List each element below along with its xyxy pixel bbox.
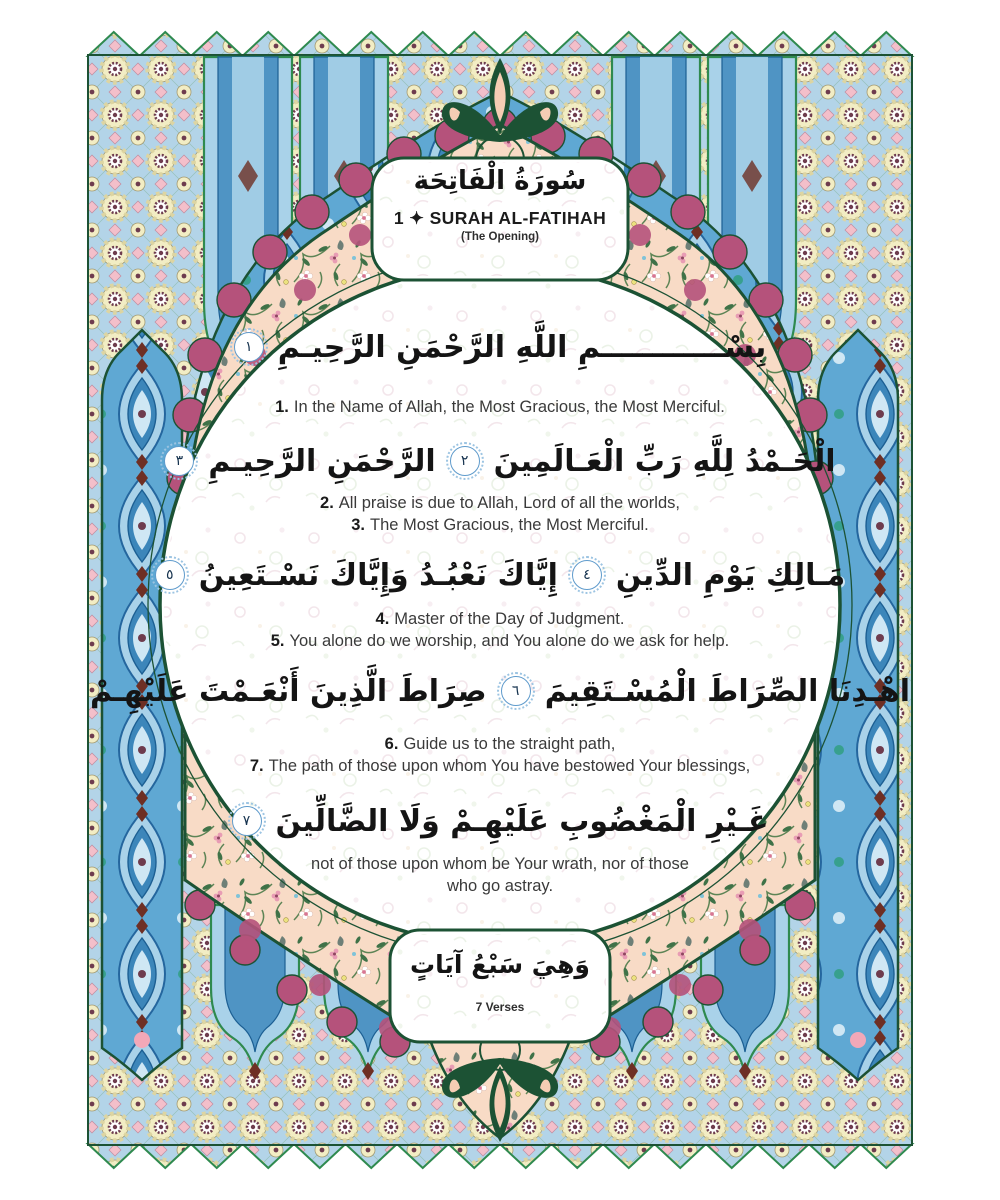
verse-4-text: مَـالِكِ يَوْمِ الدِّينِ [615, 557, 846, 593]
translation-number: 2. [320, 494, 334, 512]
translation-number: 1. [275, 398, 289, 416]
translation-line-6 [150, 735, 850, 757]
translation-text: not of those upon whom be Your wrath, nor of those [311, 855, 689, 873]
surah-title-english: 1 ✦ SURAH AL-FATIHAH [393, 208, 607, 228]
translation-number: 4. [375, 610, 390, 628]
translation-line-7 [150, 757, 850, 779]
verse-6-text: اهْـدِنَا الصِّرَاطَ الْمُسْـتَقِيمَ [544, 673, 911, 709]
translation-line-5 [150, 632, 850, 654]
translation-text: In the Name of Allah, the Most Gracious, the Most Merciful. [293, 398, 725, 416]
verse-marker-3-icon: ٣ [164, 446, 194, 476]
bismillah-line [150, 322, 850, 372]
verse-2-text: الْحَـمْدُ لِلَّهِ رَبِّ الْعَـالَمِينَ [493, 443, 836, 479]
translation-number: 3. [351, 516, 365, 534]
translation-text: Guide us to the straight path, [403, 735, 616, 753]
verse-marker-1-icon: ١ [234, 332, 264, 362]
verse-line-7b [150, 796, 850, 846]
verse-marker-7-icon: ٧ [232, 806, 262, 836]
verse-marker-5-icon: ٥ [155, 560, 185, 590]
verse-marker-4-icon: ٤ [572, 560, 602, 590]
verse-marker-2-icon: ٢ [450, 446, 480, 476]
translation-number: 6. [384, 735, 399, 753]
verse-count-english: 7 Verses [475, 1000, 525, 1014]
translation-line-4 [150, 610, 850, 632]
verse-count-arabic: وَهِيَ سَبْعُ آيَاتٍ [410, 950, 590, 979]
bismillah-text: بِسْــــــــــــمِ اللَّهِ الرَّحْمَنِ الرَّحِيـمِ [277, 329, 767, 365]
translation-text: The path of those upon whom You have bestowed Your blessings, [268, 757, 751, 775]
surah-subtitle: (The Opening) [461, 231, 539, 243]
verse-line-4-5 [150, 550, 850, 600]
verse-line-6-7a [89, 666, 911, 716]
verse-line-2-3 [150, 436, 850, 486]
translation-text: All praise is due to Allah, Lord of all the worlds, [338, 494, 680, 512]
translation-text: You alone do we worship, and You alone do we ask for help. [289, 632, 730, 650]
verse-marker-6-icon: ٦ [501, 676, 531, 706]
verse-7b-text: غَـيْرِ الْمَغْضُوبِ عَلَيْهِـمْ وَلَا الضَّالِّينَ [275, 803, 769, 839]
translation-text: who go astray. [446, 877, 554, 895]
translation-number: 7. [249, 757, 264, 775]
translation-line-3 [150, 516, 850, 538]
verse-7a-text: صِرَاطَ الَّذِينَ أَنْعَـمْتَ عَلَيْهِـمْ [89, 673, 487, 709]
surah-title-arabic: سُورَةُ الْفَاتِحَة [413, 166, 587, 196]
translation-text: The Most Gracious, the Most Merciful. [370, 516, 649, 534]
translation-text: Master of the Day of Judgment. [394, 610, 625, 628]
translation-line-2 [150, 494, 850, 516]
verse-5-text: إِيَّاكَ نَعْبُـدُ وَإِيَّاكَ نَسْـتَعِينُ [198, 557, 558, 593]
translation-line-7-end [150, 877, 850, 899]
verse-3-text: الرَّحْمَنِ الرَّحِيـمِ [208, 443, 436, 479]
translation-line-1 [150, 398, 850, 420]
translation-number: 5. [270, 632, 285, 650]
translation-line-7-cont [150, 855, 850, 877]
